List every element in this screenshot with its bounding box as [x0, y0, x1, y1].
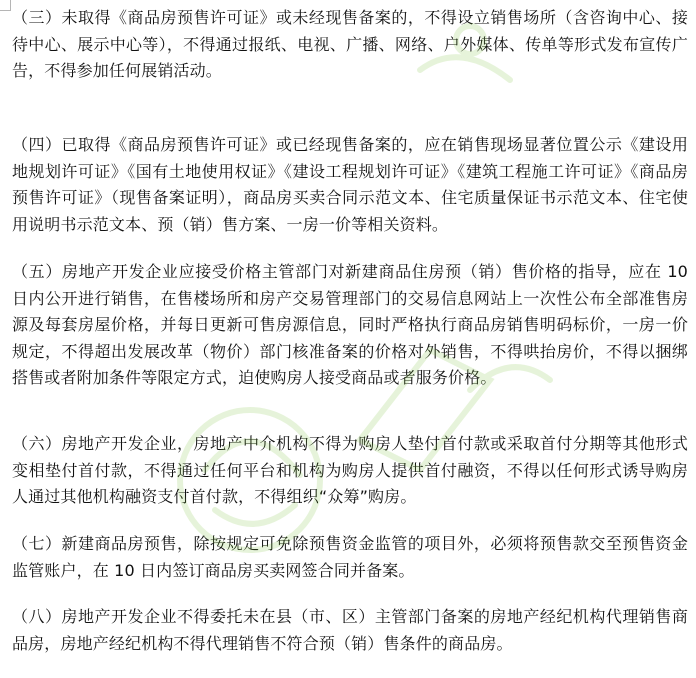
- paragraph-4: （四）已取得《商品房预售许可证》或已经现售备案的，应在销售现场显著位置公示《建设用地规划许可证》《国有土地使用权证》《建设工程规划许可证》《建筑工程施工许可证》《商品房预售许可证》（现售备案证明），商品房买卖合同示范文本、住宅质量保证书示范文本、住宅使用说明书示范文本、预（销）售方案、一房一价等相关资料。: [12, 135, 688, 234]
- paragraph-5: （五）房地产开发企业应接受价格主管部门对新建商品住房预（销）售价格的指导，应在 10 日内公开进行销售，在售楼场所和房产交易管理部门的交易信息网站上一次性公布全部准售房源及每套房屋价格，并每日更新可售房源信息，同时严格执行商品房销售明码标价，一房一价规定，不得超出发展改革（物价）部门核准备案的价格对外销售，不得哄抬房价，不得以捆绑搭售或者附加条件等限定方式，迫使购房人接受商品或者服务价格。: [12, 262, 688, 388]
- page-margin-corner-mark: [0, 0, 11, 11]
- paragraph-7: （七）新建商品房预售，除按规定可免除预售资金监管的项目外，必须将预售款交至预售资金监管账户，在 10 日内签订商品房买卖网签合同并备案。: [12, 534, 688, 580]
- paragraph-6: （六）房地产开发企业，房地产中介机构不得为购房人垫付首付款或采取首付分期等其他形式变相垫付首付款，不得通过任何平台和机构为购房人提供首付融资，不得以任何形式诱导购房人通过其他机构融资支付首付款，不得组织“众筹”购房。: [12, 434, 688, 507]
- paragraph-3: （三）未取得《商品房预售许可证》或未经现售备案的，不得设立销售场所（含咨询中心、接待中心、展示中心等），不得通过报纸、电视、广播、网络、户外媒体、传单等形式发布宣传广告，不得参加任何展销活动。: [12, 8, 688, 81]
- paragraph-8: （八）房地产开发企业不得委托未在县（市、区）主管部门备案的房地产经纪机构代理销售商品房，房地产经纪机构不得代理销售不符合预（销）售条件的商品房。: [12, 607, 688, 653]
